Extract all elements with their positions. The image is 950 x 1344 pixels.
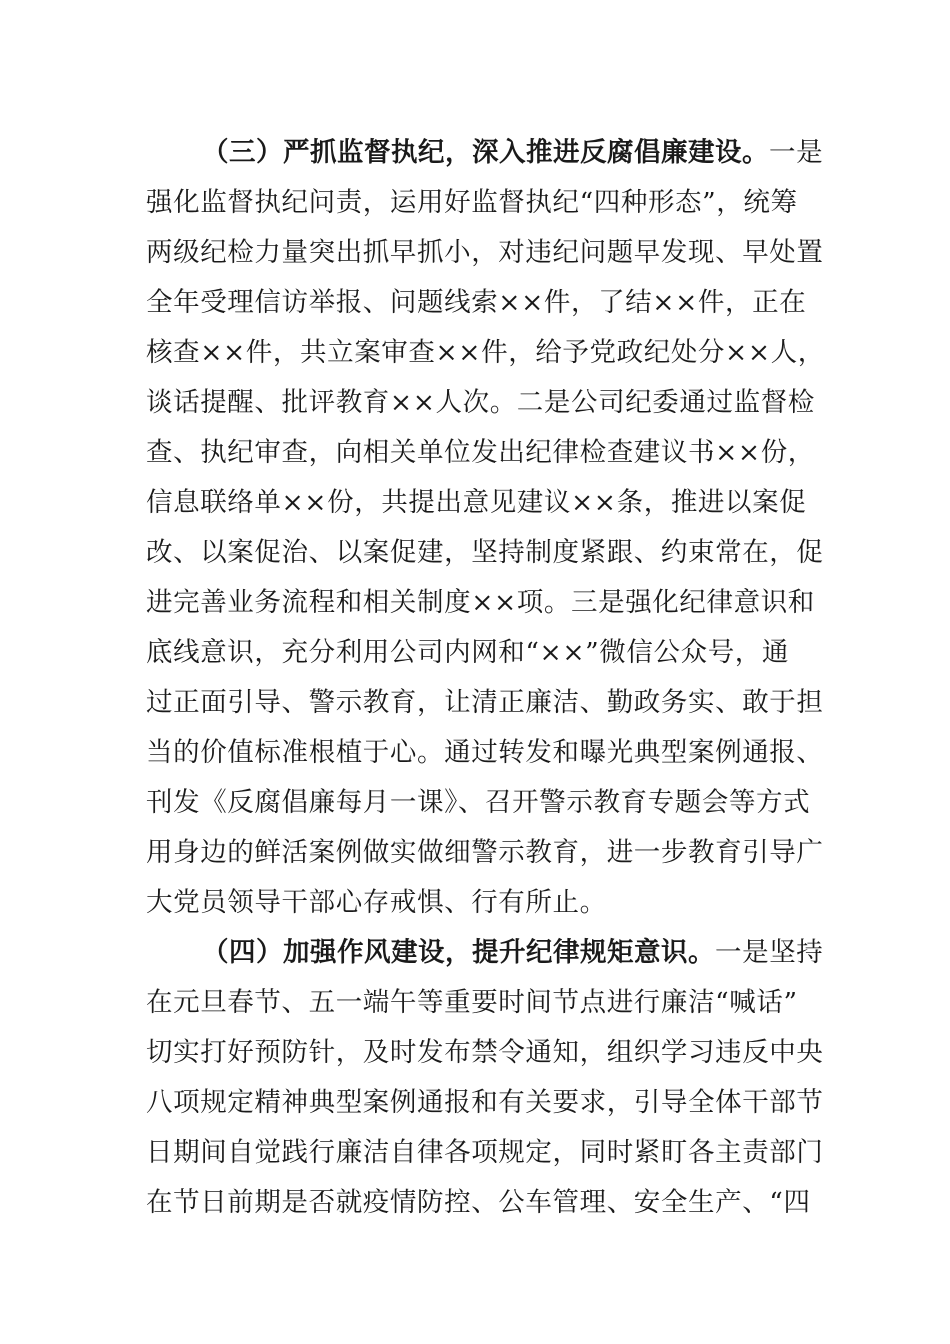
text-line: 切实打好预防针，及时发布禁令通知，组织学习违反中央 [146,1037,824,1068]
text-line: 用身边的鲜活案例做实做细警示教育，进一步教育引导广 [146,837,824,868]
text-line: 改、以案促治、以案促建，坚持制度紧跟、约束常在，促 [146,537,824,568]
text-line: 谈话提醒、批评教育××人次。二是公司纪委通过监督检 [146,387,815,418]
text-line: 在节日前期是否就疫情防控、公车管理、安全生产、“四 [146,1187,811,1218]
text-line: 过正面引导、警示教育，让清正廉洁、勤政务实、敢于担 [146,687,824,718]
text-line: 八项规定精神典型案例通报和有关要求，引导全体干部节 [146,1087,824,1118]
section3-heading: （三）严抓监督执纪，深入推进反腐倡廉建设。 [202,137,769,168]
text-line: 底线意识，充分利用公司内网和“××”微信公众号，通 [146,637,790,668]
section4-first-line [146,928,824,978]
section3-first-line [146,128,824,178]
text-line: 在元旦春节、五一端午等重要时间节点进行廉洁“喊话” [146,987,798,1018]
text-line: 刊发《反腐倡廉每月一课》、召开警示教育专题会等方式 [146,787,811,818]
text-line: 两级纪检力量突出抓早抓小，对违纪问题早发现、早处置 [146,237,824,268]
text-line: 进完善业务流程和相关制度××项。三是强化纪律意识和 [146,587,815,618]
text-line: 全年受理信访举报、问题线索××件，了结××件，正在 [146,287,807,318]
section4-first-line-rest: 一是坚持 [715,937,824,968]
document-body [146,128,825,1228]
text-line: 大党员领导干部心存戒惧、行有所止。 [146,887,607,918]
text-line: 日期间自觉践行廉洁自律各项规定，同时紧盯各主责部门 [146,1137,824,1168]
section4-heading: （四）加强作风建设，提升纪律规矩意识。 [202,937,715,968]
text-line: 信息联络单××份，共提出意见建议××条，推进以案促 [146,487,807,518]
section3-first-line-rest: 一是 [769,137,824,168]
text-line: 核查××件，共立案审查××件，给予党政纪处分××人， [146,337,825,368]
text-line: 查、执纪审查，向相关单位发出纪律检查建议书××份， [146,437,815,468]
text-line: 当的价值标准根植于心。通过转发和曝光典型案例通报、 [146,737,824,768]
text-line: 强化监督执纪问责，运用好监督执纪“四种形态”，统筹 [146,187,798,218]
